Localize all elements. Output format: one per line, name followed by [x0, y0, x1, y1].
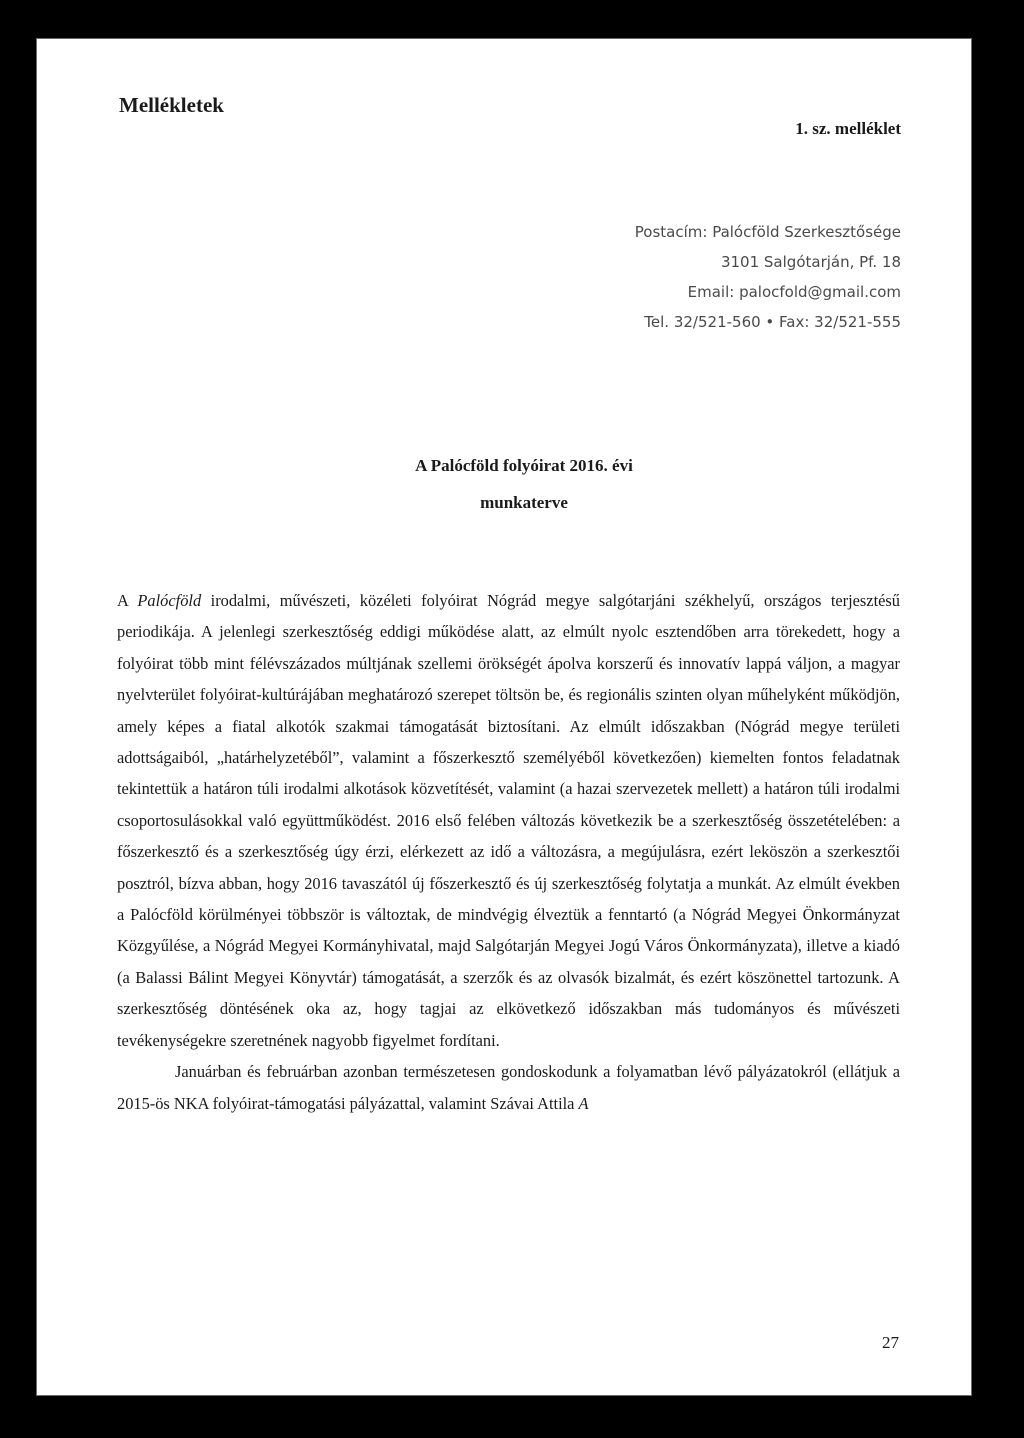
- document-page: [36, 38, 972, 1396]
- section-title: Mellékletek: [119, 93, 224, 117]
- italic-continuation: A: [578, 1093, 589, 1113]
- paragraph-text: Januárban és februárban azonban természetesen gondoskodunk a folyamatban lévő pályázatokról (ellátjuk a 2015-ös NKA folyóirat-támogatási pályázattal, valamint Szávai Attila: [117, 1062, 900, 1113]
- body-text: [117, 585, 900, 1119]
- paragraph-text: irodalmi, művészeti, közéleti folyóirat Nógrád megye salgótarjáni székhelyű, országos terjesztésű periodikája. A jelenlegi szerkesztőség eddigi működése alatt, az elmúlt nyolc esztendőben arra törekedett, hogy a folyóirat több mint félévszázados múltjának szellemi örökségét ápolva korszerű és innovatív lappá váljon, a magyar nyelvterület folyóirat-kultúrájában meghatározó szerepet töltsön be, és regionális szinten olyan műhelyként működjön, amely képes a fiatal alkotók szakmai támogatását biztosítani. Az elmúlt időszakban (Nógrád megye területi adottságaiból, „határhelyzetéből”, valamint a főszerkesztő személyéből következően) kiemelten fontos feladatnak tekintettük a határon túli irodalmi alkotások közvetítését, valamint (a hazai szervezetek mellett) a határon túli irodalmi csoportosulásokkal való együttműködést. 2016 első felében változás következik be a szerkesztőség összetételében: a főszerkesztő és a szerkesztőség úgy érzi, elérkezett az idő a változásra, a megújulásra, ezért leköszön a szerkesztői posztról, bízva abban, hogy 2016 tavaszától új főszerkesztő és új szerkesztőség folytatja a munkát. Az elmúlt években a Palócföld körülményei többször is változtak, de mindvégig élveztük a fenntartó (a Nógrád Megyei Önkormányzat Közgyűlése, a Nógrád Megyei Kormányhivatal, majd Salgótarján Megyei Jogú Város Önkormányzata), illetve a kiadó (a Balassi Bálint Megyei Könyvtár) támogatását, a szerzők és az olvasók bizalmát, és ezért köszönettel tartozunk. A szerkesztőség döntésének oka az, hogy tagjai az elkövetkező időszakban más tudományos és művészeti tevékenységekre szeretnének nagyobb figyelmet fordítani.: [117, 591, 900, 1050]
- paragraph-prefix: A: [117, 591, 138, 610]
- letterhead-address: [635, 217, 901, 337]
- annex-label: 1. sz. melléklet: [795, 119, 901, 138]
- address-email: Email: palocfold@gmail.com: [687, 283, 901, 301]
- journal-name: Palócföld: [137, 591, 202, 610]
- document-title: [37, 447, 971, 521]
- page-number: 27: [882, 1333, 899, 1352]
- document-title-line2: munkaterve: [480, 493, 568, 512]
- address-phone-fax: Tel. 32/521-560 • Fax: 32/521-555: [644, 313, 901, 331]
- address-city: 3101 Salgótarján, Pf. 18: [720, 253, 901, 271]
- address-postal: Postacím: Palócföld Szerkesztősége: [634, 223, 901, 241]
- document-title-line1: A Palócföld folyóirat 2016. évi: [415, 456, 633, 475]
- body-paragraph: [117, 1056, 900, 1119]
- body-paragraph: [117, 585, 900, 1056]
